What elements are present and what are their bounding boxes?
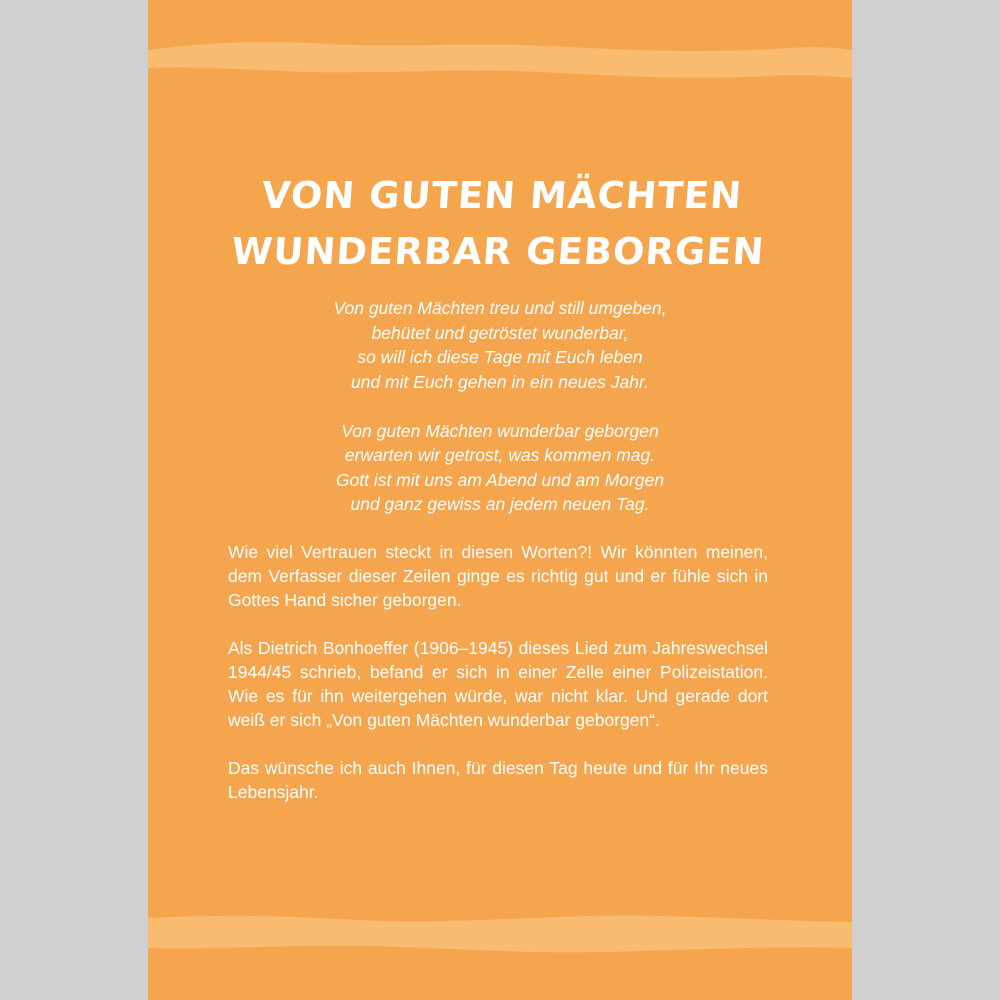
poem-line: Von guten Mächten wunderbar geborgen (341, 420, 659, 441)
body-text (228, 540, 768, 828)
poem-line: erwarten wir getrost, was kommen mag. (344, 445, 656, 465)
poem-stanza-2 (148, 419, 852, 517)
card-page (148, 0, 852, 1000)
poem-line: Gott ist mit uns am Abend und am Morgen (335, 469, 665, 490)
paragraph-2: Als Dietrich Bonhoeffer (1906–1945) dieses Lied zum Jahreswechsel 1944/45 schrieb, befand er sich in einer Zelle einer Polizeistation. Wie es für ihn weitergehen würde, war nicht klar. Und gerade dort weiß er sich „Von guten Mächten wunderbar geborgen“. (228, 638, 768, 730)
poem-line: behütet und getröstet wunderbar, (371, 322, 629, 343)
bottom-wave-decoration (148, 912, 852, 960)
title-line-1: VON GUTEN MÄCHTEN (260, 174, 744, 217)
title-line-2: WUNDERBAR GEBORGEN (230, 230, 767, 273)
poem-line: und ganz gewiss an jedem neuen Tag. (350, 494, 650, 514)
top-wave-decoration (148, 36, 852, 84)
poem-stanza-1 (148, 296, 852, 394)
poem-line: so will ich diese Tage mit Euch leben (357, 347, 643, 367)
poem-line: Von guten Mächten treu und still umgeben, (333, 298, 667, 318)
poem (148, 296, 852, 541)
poem-line: und mit Euch gehen in ein neues Jahr. (350, 371, 650, 392)
page-title (148, 168, 852, 280)
paragraph-1: Wie viel Vertrauen steckt in diesen Worten?! Wir könnten meinen, dem Verfasser dieser Zeilen ginge es richtig gut und er fühle sich in Gottes Hand sicher geborgen. (228, 542, 768, 610)
paragraph-3: Das wünsche ich auch Ihnen, für diesen Tag heute und für Ihr neues Lebensjahr. (228, 758, 768, 802)
